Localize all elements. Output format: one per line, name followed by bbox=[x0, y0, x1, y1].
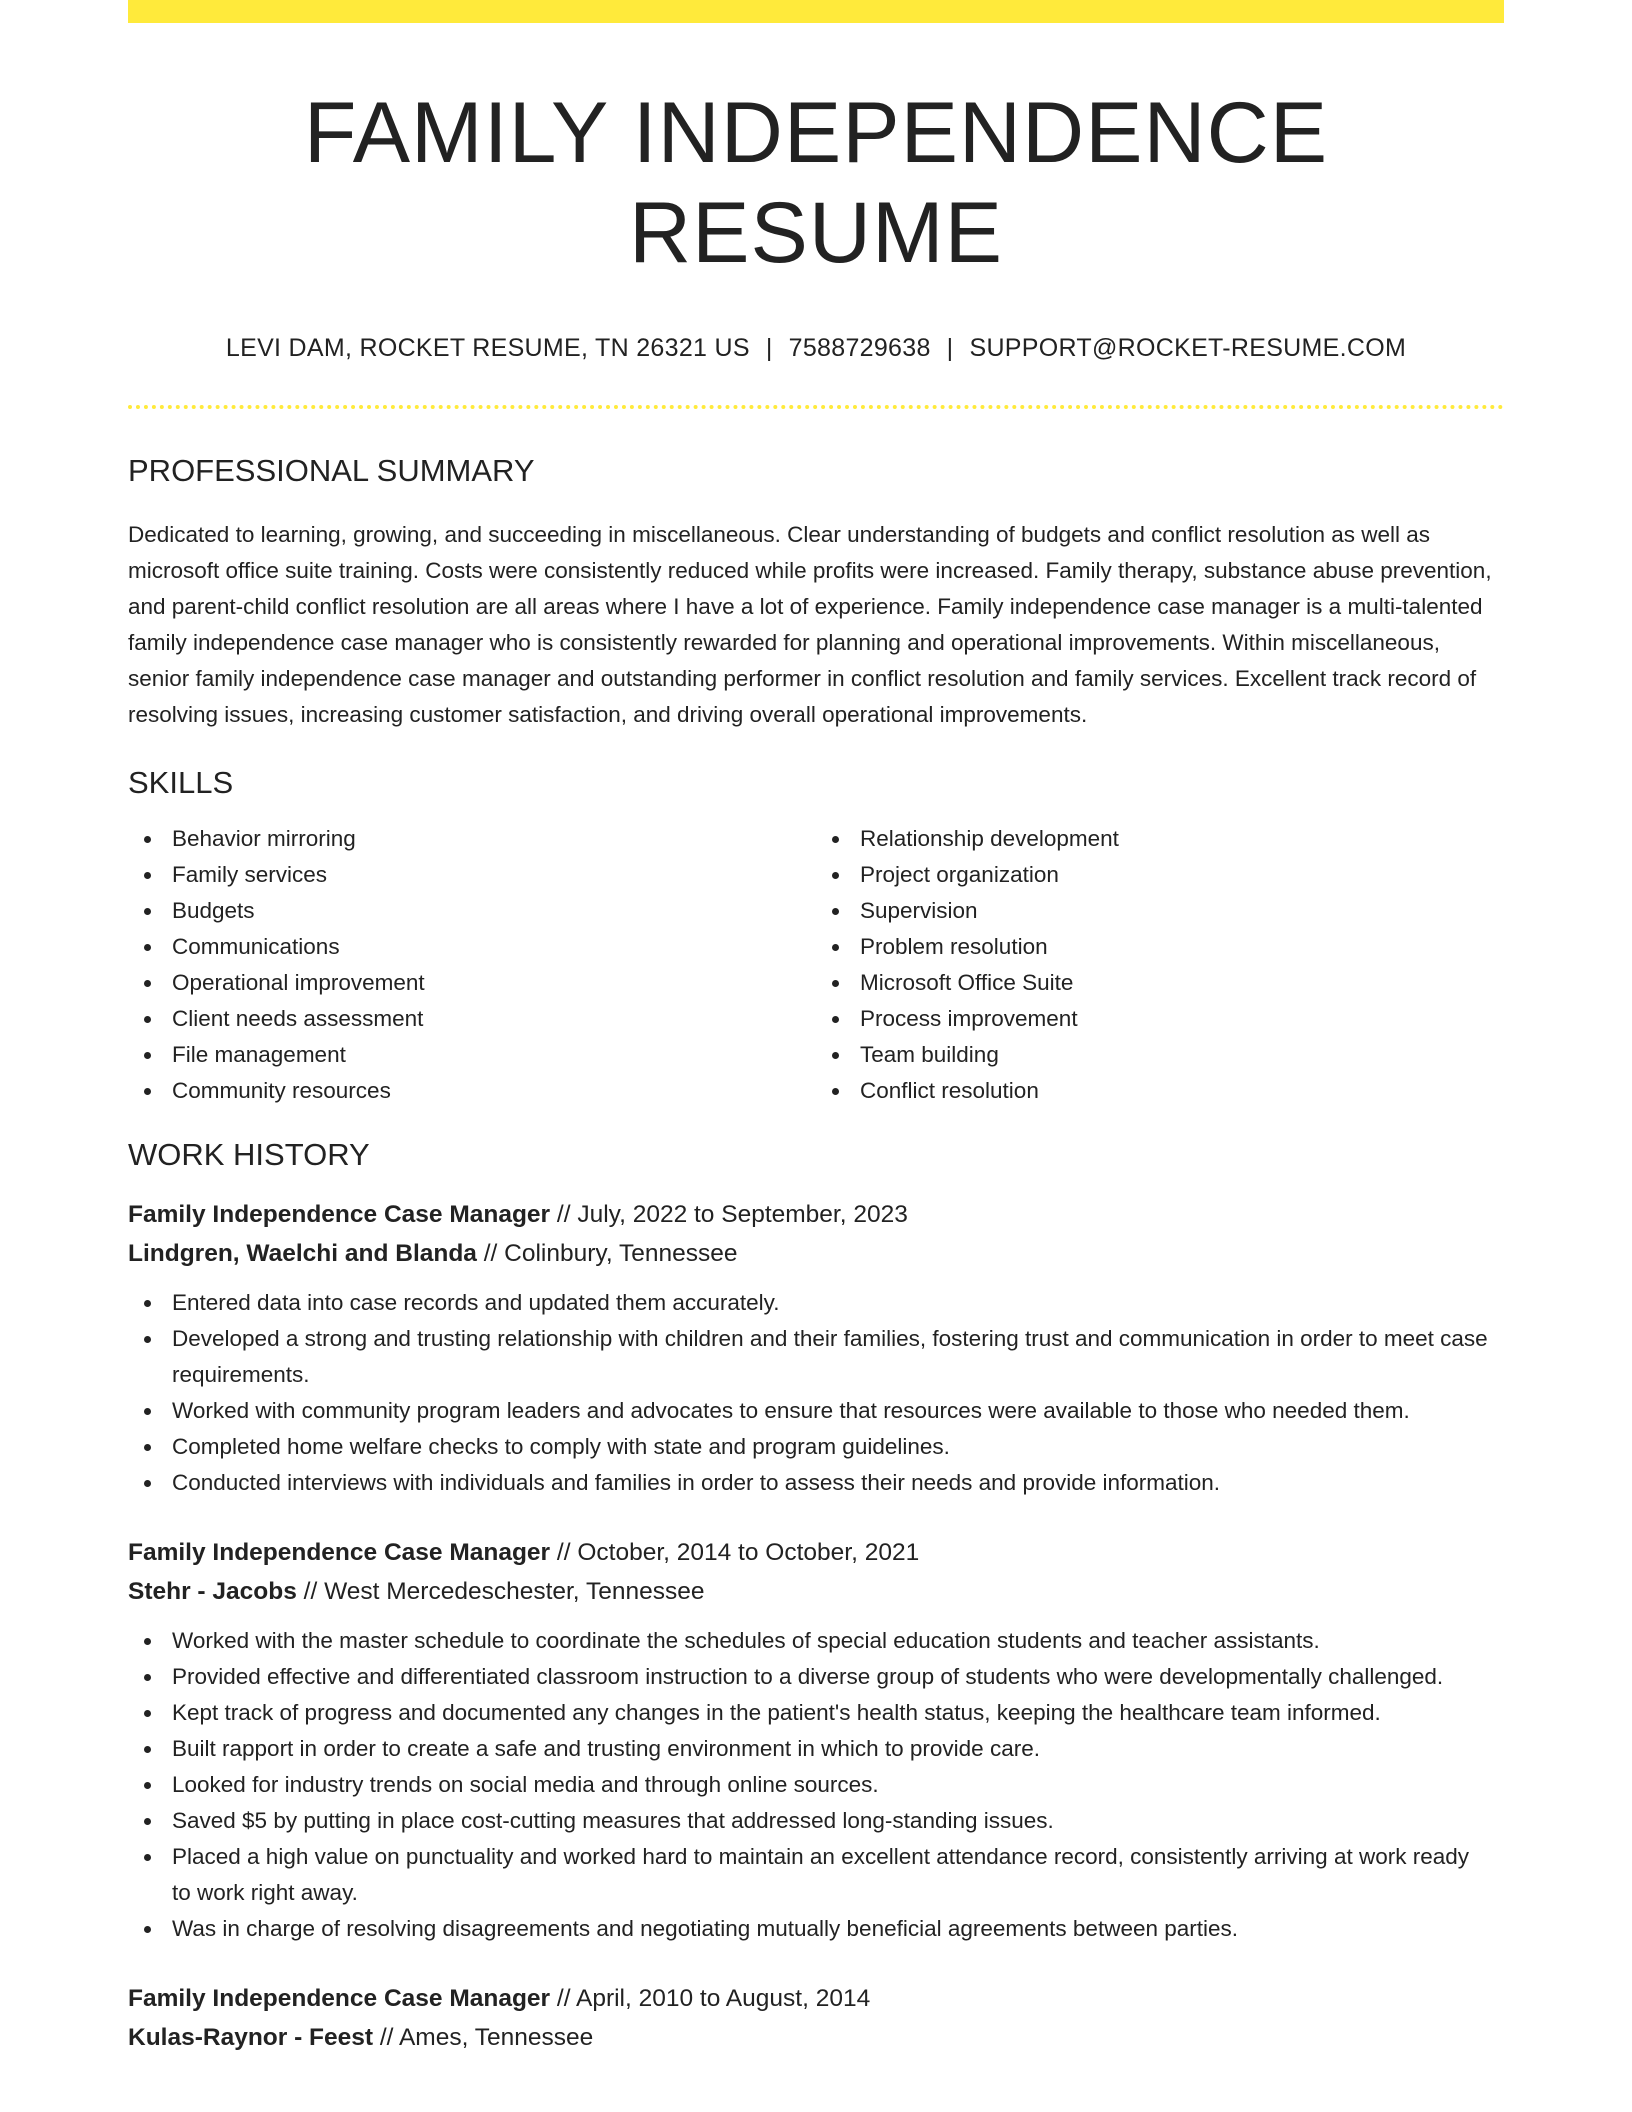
job-dates: // July, 2022 to September, 2023 bbox=[556, 1201, 908, 1228]
contact-line bbox=[128, 331, 1504, 365]
job-dates: // October, 2014 to October, 2021 bbox=[556, 1539, 920, 1566]
skill-item: Process improvement bbox=[860, 1001, 1504, 1037]
job-bullet: Conducted interviews with individuals and families in order to assess their needs and provide information. bbox=[172, 1465, 1504, 1501]
job-bullet: Completed home welfare checks to comply with state and program guidelines. bbox=[172, 1429, 1504, 1465]
job-entry bbox=[128, 1195, 1504, 1501]
skill-item: Client needs assessment bbox=[172, 1001, 816, 1037]
section-heading-work: WORK HISTORY bbox=[128, 1137, 370, 1172]
job-bullet: Saved $5 by putting in place cost-cutting measures that addressed long-standing issues. bbox=[172, 1803, 1504, 1839]
job-bullet: Kept track of progress and documented any changes in the patient's health status, keeping the healthcare team informed. bbox=[172, 1695, 1504, 1731]
skill-item: File management bbox=[172, 1037, 816, 1073]
job-company-line bbox=[128, 1234, 1504, 1273]
skill-item: Relationship development bbox=[860, 821, 1504, 857]
skill-item: Community resources bbox=[172, 1073, 816, 1109]
job-location: // Ames, Tennessee bbox=[379, 2024, 594, 2051]
job-title-line bbox=[128, 1533, 1504, 1572]
job-bullets bbox=[128, 1623, 1504, 1947]
professional-summary-section bbox=[128, 451, 1504, 733]
job-company: Stehr - Jacobs bbox=[128, 1578, 297, 1605]
contact-separator: | bbox=[765, 334, 773, 362]
skill-item: Conflict resolution bbox=[860, 1073, 1504, 1109]
skill-item: Budgets bbox=[172, 893, 816, 929]
skills-grid bbox=[128, 821, 1504, 1109]
job-entry bbox=[128, 1979, 1504, 2057]
contact-separator: | bbox=[946, 334, 954, 362]
job-entry bbox=[128, 1533, 1504, 1947]
contact-address: LEVI DAM, ROCKET RESUME, TN 26321 US bbox=[225, 334, 750, 362]
skill-item: Communications bbox=[172, 929, 816, 965]
job-bullet: Looked for industry trends on social media and through online sources. bbox=[172, 1767, 1504, 1803]
job-company: Kulas-Raynor - Feest bbox=[128, 2024, 374, 2051]
job-bullet: Was in charge of resolving disagreements and negotiating mutually beneficial agreements between parties. bbox=[172, 1911, 1504, 1947]
section-heading-skills: SKILLS bbox=[128, 765, 234, 800]
resume-title: FAMILY INDEPENDENCE RESUME bbox=[303, 85, 1329, 281]
skill-item: Problem resolution bbox=[860, 929, 1504, 965]
job-bullet: Placed a high value on punctuality and worked hard to maintain an excellent attendance record, consistently arriving at work ready to work right away. bbox=[172, 1839, 1504, 1911]
job-location: // West Mercedeschester, Tennessee bbox=[303, 1578, 705, 1605]
skill-item: Behavior mirroring bbox=[172, 821, 816, 857]
job-bullets bbox=[128, 1285, 1504, 1501]
resume-page bbox=[128, 0, 1504, 2057]
skill-item: Project organization bbox=[860, 857, 1504, 893]
job-dates: // April, 2010 to August, 2014 bbox=[556, 1985, 871, 2012]
job-bullet: Worked with community program leaders and advocates to ensure that resources were available to those who needed them. bbox=[172, 1393, 1504, 1429]
skill-item: Operational improvement bbox=[172, 965, 816, 1001]
skill-item: Family services bbox=[172, 857, 816, 893]
skill-item: Team building bbox=[860, 1037, 1504, 1073]
skills-section bbox=[128, 763, 1504, 1109]
section-heading-summary: PROFESSIONAL SUMMARY bbox=[128, 453, 535, 488]
job-title-line bbox=[128, 1979, 1504, 2018]
job-title-line bbox=[128, 1195, 1504, 1234]
job-bullet: Built rapport in order to create a safe and trusting environment in which to provide care. bbox=[172, 1731, 1504, 1767]
accent-top-bar bbox=[128, 0, 1504, 23]
skills-column-right bbox=[816, 821, 1504, 1109]
job-bullet: Provided effective and differentiated classroom instruction to a diverse group of students who were developmentally challenged. bbox=[172, 1659, 1504, 1695]
job-bullet: Worked with the master schedule to coordinate the schedules of special education students and teacher assistants. bbox=[172, 1623, 1504, 1659]
job-bullet: Entered data into case records and updated them accurately. bbox=[172, 1285, 1504, 1321]
job-bullet: Developed a strong and trusting relationship with children and their families, fostering trust and communication in order to meet case requirements. bbox=[172, 1321, 1504, 1393]
job-title: Family Independence Case Manager bbox=[128, 1201, 551, 1228]
job-location: // Colinbury, Tennessee bbox=[483, 1240, 738, 1267]
skills-column-left bbox=[128, 821, 816, 1109]
contact-email: SUPPORT@ROCKET-RESUME.COM bbox=[969, 334, 1407, 362]
summary-paragraph: Dedicated to learning, growing, and succeeding in miscellaneous. Clear understanding of budgets and conflict resolution as well as microsoft office suite training. Costs were consistently reduced while profits were increased. Family therapy, substance abuse prevention, and parent-child conflict resolution are all areas where I have a lot of experience. Family independence case manager is a multi-talented family independence case manager who is consistently rewarded for planning and operational improvements. Within miscellaneous, senior family independence case manager and outstanding performer in conflict resolution and family services. Excellent track record of resolving issues, increasing customer satisfaction, and driving overall operational improvements. bbox=[128, 522, 1492, 727]
job-company: Lindgren, Waelchi and Blanda bbox=[128, 1240, 477, 1267]
dotted-divider bbox=[128, 405, 1504, 409]
skill-item: Microsoft Office Suite bbox=[860, 965, 1504, 1001]
job-company-line bbox=[128, 1572, 1504, 1611]
skill-item: Supervision bbox=[860, 893, 1504, 929]
contact-phone: 7588729638 bbox=[788, 334, 931, 362]
job-title: Family Independence Case Manager bbox=[128, 1985, 551, 2012]
job-title: Family Independence Case Manager bbox=[128, 1539, 551, 1566]
work-history-section bbox=[128, 1135, 1504, 2057]
job-company-line bbox=[128, 2018, 1504, 2057]
